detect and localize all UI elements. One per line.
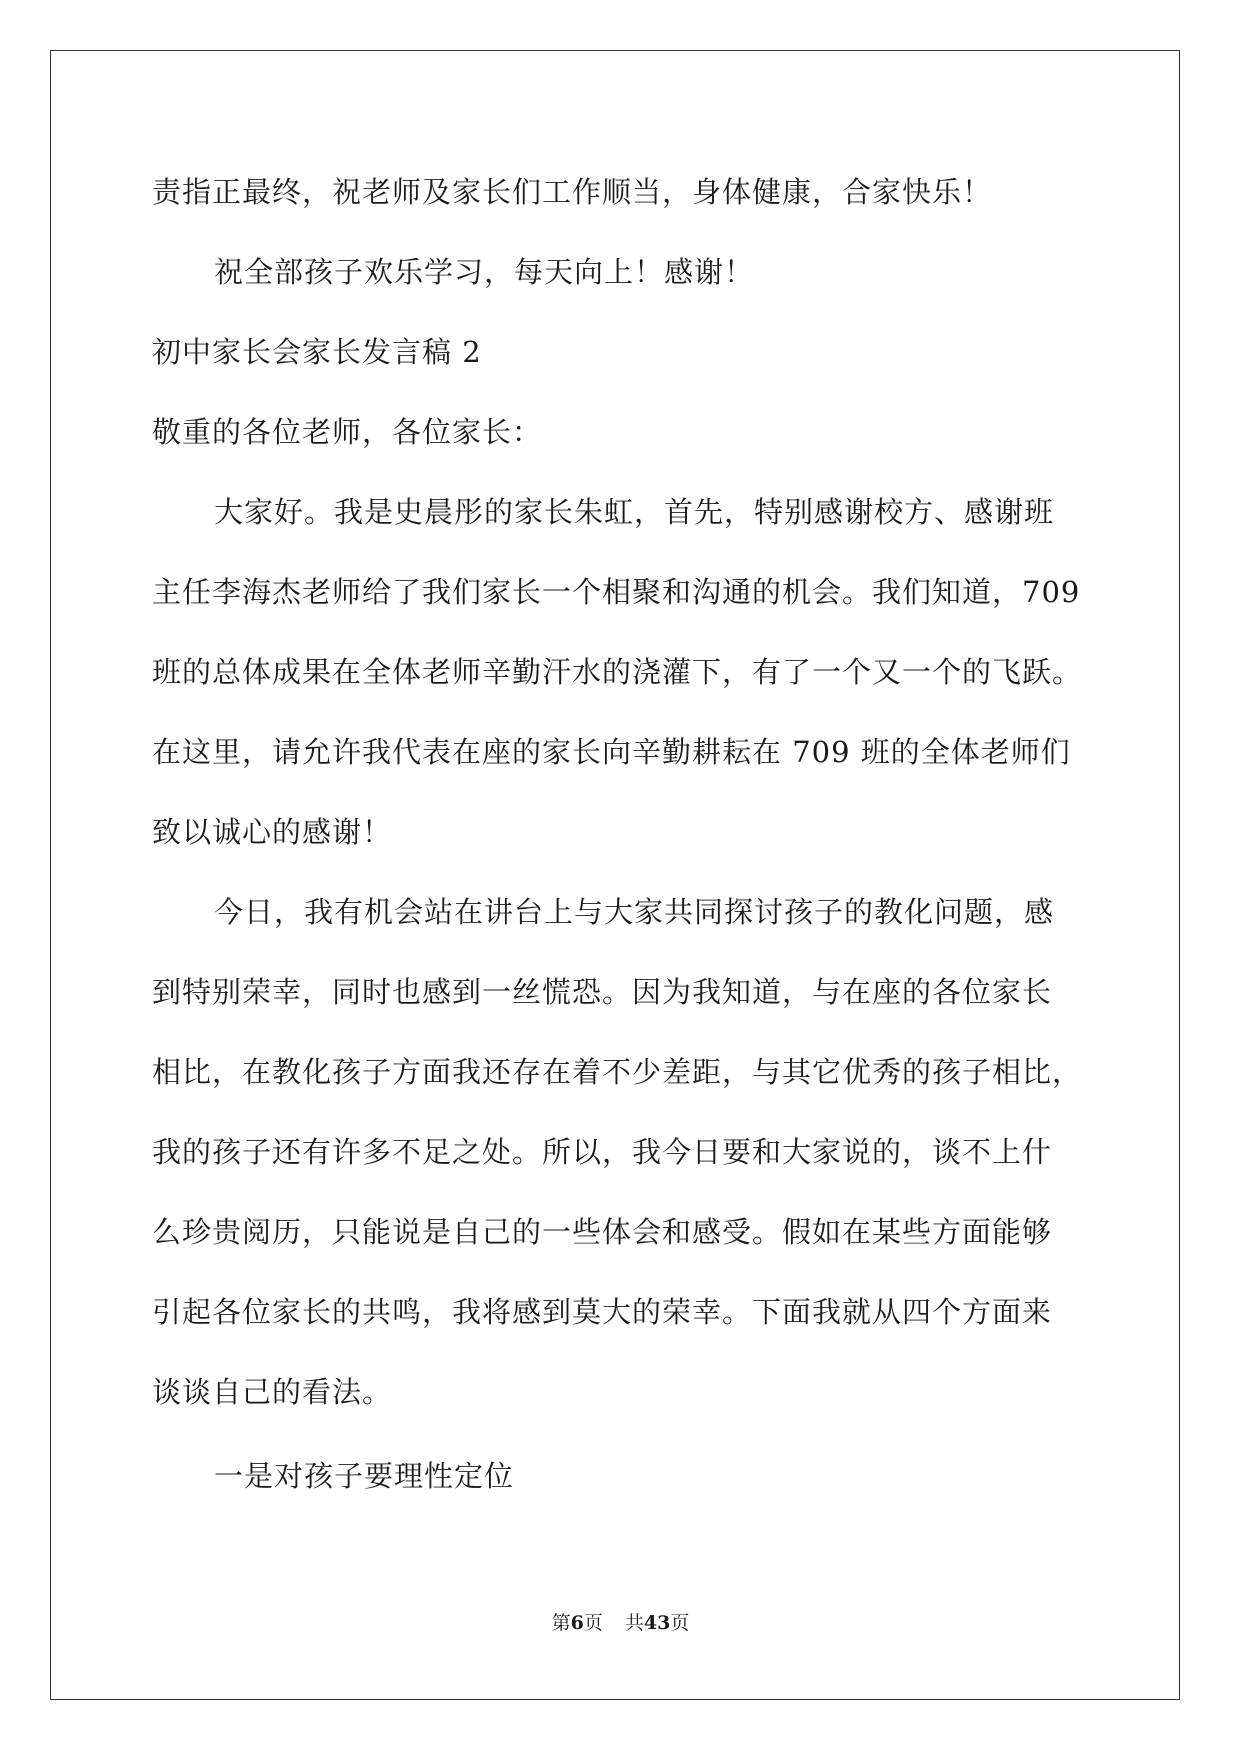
footer-page-prefix: 第 <box>551 1612 571 1634</box>
footer-page-current: 6 <box>570 1612 584 1634</box>
body-line-1: 责指正最终，祝老师及家长们工作顺当，身体健康，合家快乐！ <box>152 175 993 209</box>
page-border <box>50 50 1180 1700</box>
body-line-11: 到特别荣幸，同时也感到一丝慌恐。因为我知道，与在座的各位家长 <box>152 975 1053 1009</box>
page-footer <box>0 1611 1241 1635</box>
body-line-8: 在这里，请允许我代表在座的家长向辛勤耕耘在 709 班的全体老师们 <box>152 735 1071 769</box>
body-line-5: 大家好。我是史晨彤的家长朱虹，首先，特别感谢校方、感谢班 <box>214 495 1055 529</box>
body-line-2: 祝全部孩子欢乐学习，每天向上！感谢！ <box>214 255 755 289</box>
body-line-6: 主任李海杰老师给了我们家长一个相聚和沟通的机会。我们知道，709 <box>152 575 1081 609</box>
footer-page-total: 43 <box>643 1612 671 1634</box>
salutation: 敬重的各位老师，各位家长： <box>152 415 543 449</box>
body-line-16: 谈谈自己的看法。 <box>152 1375 393 1409</box>
section-heading: 初中家长会家长发言稿 2 <box>152 335 482 369</box>
footer-total-prefix: 共 <box>624 1612 644 1634</box>
body-line-15: 引起各位家长的共鸣，我将感到莫大的荣幸。下面我就从四个方面来 <box>152 1295 1053 1329</box>
footer-page-suffix: 页 <box>583 1612 603 1634</box>
body-line-12: 相比，在教化孩子方面我还存在着不少差距，与其它优秀的孩子相比， <box>152 1055 1083 1089</box>
body-line-14: 么珍贵阅历，只能说是自己的一些体会和感受。假如在某些方面能够 <box>152 1215 1053 1249</box>
body-line-7: 班的总体成果在全体老师辛勤汗水的浇灌下，有了一个又一个的飞跃。 <box>152 655 1083 689</box>
subheading-point-1: 一是对孩子要理性定位 <box>214 1459 515 1493</box>
footer-total-suffix: 页 <box>670 1612 690 1634</box>
body-line-13: 我的孩子还有许多不足之处。所以，我今日要和大家说的，谈不上什 <box>152 1135 1053 1169</box>
body-line-9: 致以诚心的感谢！ <box>152 815 393 849</box>
body-line-10: 今日，我有机会站在讲台上与大家共同探讨孩子的教化问题，感 <box>214 895 1055 929</box>
